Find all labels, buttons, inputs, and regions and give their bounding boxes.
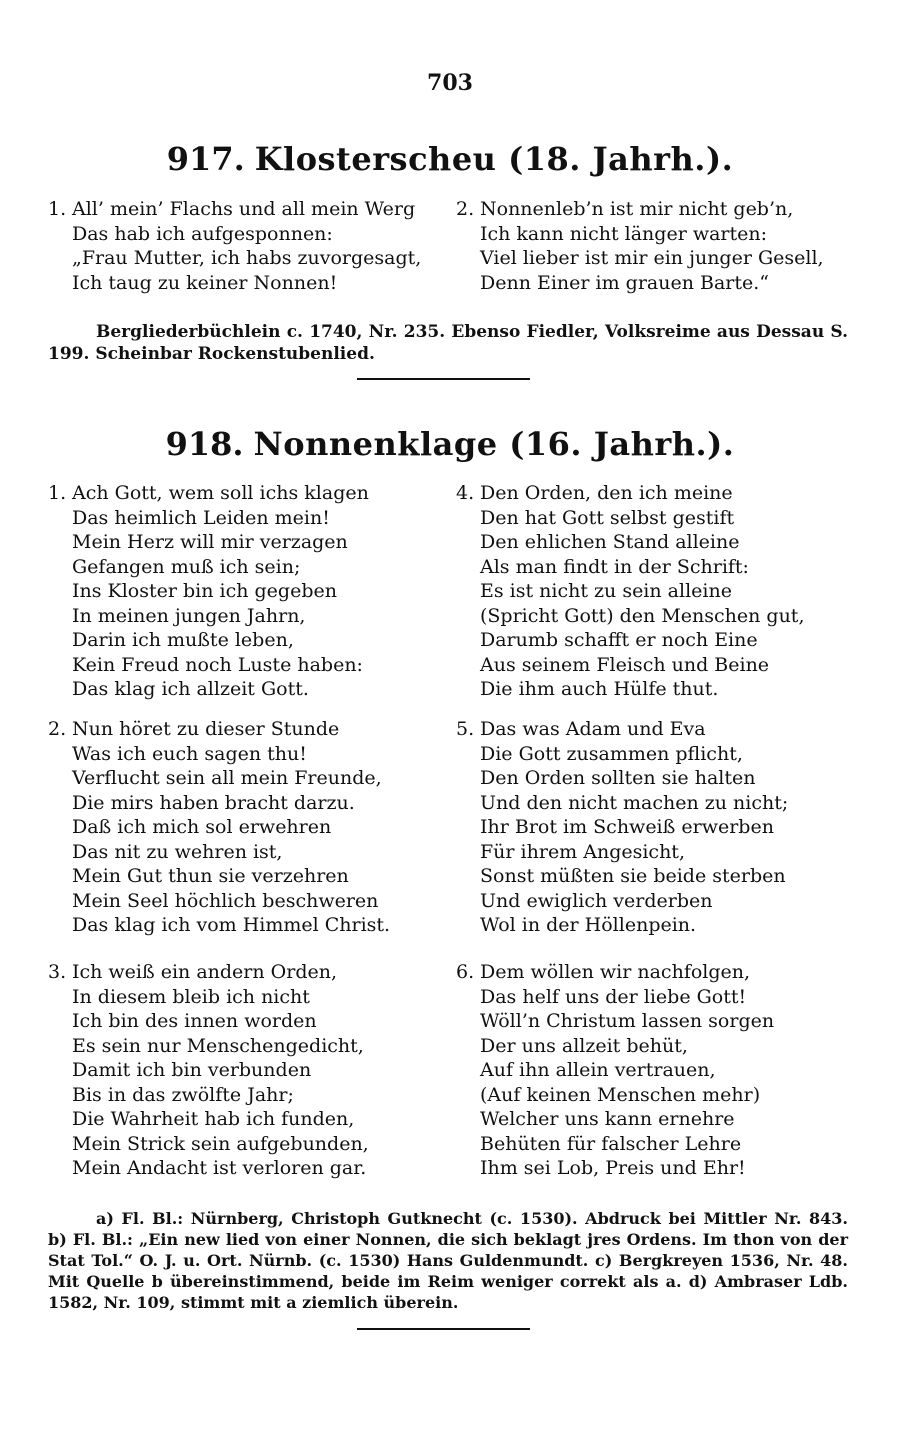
verse-line: Wöll’n Christum lassen sorgen bbox=[480, 1010, 775, 1032]
source-note-917: Bergliederbüchlein c. 1740, Nr. 235. Ebenso Fiedler, Volksreime aus Dessau S. 199. Scheinbar Rockenstubenlied. bbox=[48, 322, 848, 364]
stanza-918-1 bbox=[48, 481, 369, 702]
verse-line: Mein Gut thun sie verzehren bbox=[72, 865, 349, 887]
stanza-number: 2. bbox=[456, 198, 475, 220]
song-title: Klosterscheu (18. Jahrh.). bbox=[254, 140, 734, 178]
verse-line: Wol in der Höllenpein. bbox=[480, 914, 697, 936]
verse-line: (Spricht Gott) den Menschen gut, bbox=[480, 604, 805, 627]
stanza-918-5 bbox=[456, 717, 788, 938]
stanza-number: 1. bbox=[48, 482, 67, 504]
section-divider bbox=[357, 1328, 530, 1330]
verse-line: Gefangen muß ich sein; bbox=[72, 555, 301, 578]
verse-line: Es ist nicht zu sein alleine bbox=[480, 580, 732, 602]
verse-line: Darumb schafft er noch Eine bbox=[480, 629, 758, 651]
stanza-917-2 bbox=[456, 197, 824, 295]
song-number: 918. bbox=[165, 425, 244, 463]
stanza-number: 5. bbox=[456, 718, 475, 740]
verse-line: Darin ich mußte leben, bbox=[72, 629, 294, 651]
stanza-918-3 bbox=[48, 960, 369, 1181]
verse-line: Das helf uns der liebe Gott! bbox=[480, 985, 747, 1008]
verse-line: Das heimlich Leiden mein! bbox=[72, 506, 330, 529]
verse-line: Ihm sei Lob, Preis und Ehr! bbox=[480, 1157, 746, 1179]
verse-line: Den hat Gott selbst gestift bbox=[480, 506, 735, 529]
stanza-number: 6. bbox=[456, 961, 475, 983]
song-918-title-line bbox=[0, 425, 900, 463]
verse-line: Für ihrem Angesicht, bbox=[480, 840, 685, 863]
verse-line: Damit ich bin verbunden bbox=[72, 1059, 312, 1081]
song-917-title-line bbox=[0, 140, 900, 178]
verse-line: Das klag ich vom Himmel Christ. bbox=[72, 914, 391, 936]
verse-line: Welcher uns kann ernehre bbox=[480, 1108, 735, 1130]
song-title: Nonnenklage (16. Jahrh.). bbox=[253, 425, 735, 463]
stanza-918-4 bbox=[456, 481, 804, 702]
verse-line: Das hab ich aufgesponnen: bbox=[72, 222, 333, 245]
verse-line: Die Gott zusammen pflicht, bbox=[480, 742, 743, 765]
verse-line: Das klag ich allzeit Gott. bbox=[72, 678, 309, 700]
verse-line: Die Wahrheit hab ich funden, bbox=[72, 1108, 355, 1130]
verse-line: Ihr Brot im Schweiß erwerben bbox=[480, 816, 774, 838]
verse-line: Das was Adam und Eva bbox=[480, 718, 706, 740]
verse-line: Bis in das zwölfte Jahr; bbox=[72, 1083, 294, 1106]
verse-line: Es sein nur Menschengedicht, bbox=[72, 1034, 364, 1057]
stanza-number: 1. bbox=[48, 198, 67, 220]
verse-line: Mein Strick sein aufgebunden, bbox=[72, 1132, 369, 1155]
verse-line: Aus seinem Fleisch und Beine bbox=[480, 653, 770, 676]
verse-line: „Frau Mutter, ich habs zuvorgesagt, bbox=[72, 247, 422, 269]
song-number: 917. bbox=[166, 140, 245, 178]
verse-line: Den ehlichen Stand alleine bbox=[480, 531, 740, 553]
page-number: 703 bbox=[427, 70, 473, 96]
section-divider bbox=[357, 378, 530, 380]
verse-line: In diesem bleib ich nicht bbox=[72, 985, 310, 1008]
verse-line: Auf ihn allein vertrauen, bbox=[480, 1059, 716, 1081]
source-note-918: a) Fl. Bl.: Nürnberg, Christoph Gutknecht (c. 1530). Abdruck bei Mittler Nr. 843. b) Fl. Bl.: „Ein new lied von einer Nonnen, die sich beklagt jres Ordens. Im thon von der Stat Tol.“ O. J. u. Ort. Nürnb. (c. 1530) Hans Guldenmundt. c) Bergkreyen 1536, Nr. 48. Mit Quelle b übereinstimmend, beide im Reim weniger correkt als a. d) Ambraser Ldb. 1582, Nr. 109, stimmt mit a ziemlich überein. bbox=[48, 1209, 848, 1312]
stanza-918-6 bbox=[456, 960, 774, 1181]
verse-line: Als man findt in der Schrift: bbox=[480, 555, 749, 578]
stanza-918-2 bbox=[48, 717, 390, 938]
verse-line: Den Orden, den ich meine bbox=[480, 482, 733, 504]
verse-line: Und ewiglich verderben bbox=[480, 889, 713, 912]
verse-line: Verflucht sein all mein Freunde, bbox=[72, 767, 382, 789]
verse-line: Nonnenleb’n ist mir nicht geb’n, bbox=[480, 198, 794, 220]
verse-line: Daß ich mich sol erwehren bbox=[72, 816, 332, 838]
verse-line: Und den nicht machen zu nicht; bbox=[480, 791, 789, 814]
verse-line: Die ihm auch Hülfe thut. bbox=[480, 678, 719, 700]
verse-line: Ich kann nicht länger warten: bbox=[480, 222, 768, 245]
verse-line: Behüten für falscher Lehre bbox=[480, 1132, 742, 1155]
verse-line: Dem wöllen wir nachfolgen, bbox=[480, 961, 751, 983]
verse-line: Ich bin des innen worden bbox=[72, 1010, 317, 1032]
stanza-number: 3. bbox=[48, 961, 67, 983]
verse-line: Der uns allzeit behüt, bbox=[480, 1034, 688, 1057]
verse-line: Viel lieber ist mir ein junger Gesell, bbox=[480, 247, 824, 269]
verse-line: Den Orden sollten sie halten bbox=[480, 767, 756, 789]
verse-line: In meinen jungen Jahrn, bbox=[72, 604, 306, 627]
verse-line: Ach Gott, wem soll ichs klagen bbox=[72, 482, 369, 504]
verse-line: Kein Freud noch Luste haben: bbox=[72, 653, 363, 676]
verse-line: Ich taug zu keiner Nonnen! bbox=[72, 271, 338, 294]
verse-line: Mein Herz will mir verzagen bbox=[72, 531, 348, 553]
verse-line: All’ mein’ Flachs und all mein Werg bbox=[72, 198, 416, 220]
verse-line: Mein Seel höchlich beschweren bbox=[72, 889, 379, 912]
verse-line: Sonst müßten sie beide sterben bbox=[480, 865, 786, 887]
verse-line: Ins Kloster bin ich gegeben bbox=[72, 580, 337, 602]
verse-line: Ich weiß ein andern Orden, bbox=[72, 961, 338, 983]
stanza-917-1 bbox=[48, 197, 421, 295]
stanza-number: 2. bbox=[48, 718, 67, 740]
verse-line: Was ich euch sagen thu! bbox=[72, 742, 307, 765]
stanza-number: 4. bbox=[456, 482, 475, 504]
verse-line: Das nit zu wehren ist, bbox=[72, 840, 283, 863]
verse-line: Nun höret zu dieser Stunde bbox=[72, 718, 340, 740]
verse-line: Denn Einer im grauen Barte.“ bbox=[480, 271, 770, 294]
verse-line: Mein Andacht ist verloren gar. bbox=[72, 1157, 367, 1179]
verse-line: Die mirs haben bracht darzu. bbox=[72, 791, 355, 814]
verse-line: (Auf keinen Menschen mehr) bbox=[480, 1083, 761, 1106]
